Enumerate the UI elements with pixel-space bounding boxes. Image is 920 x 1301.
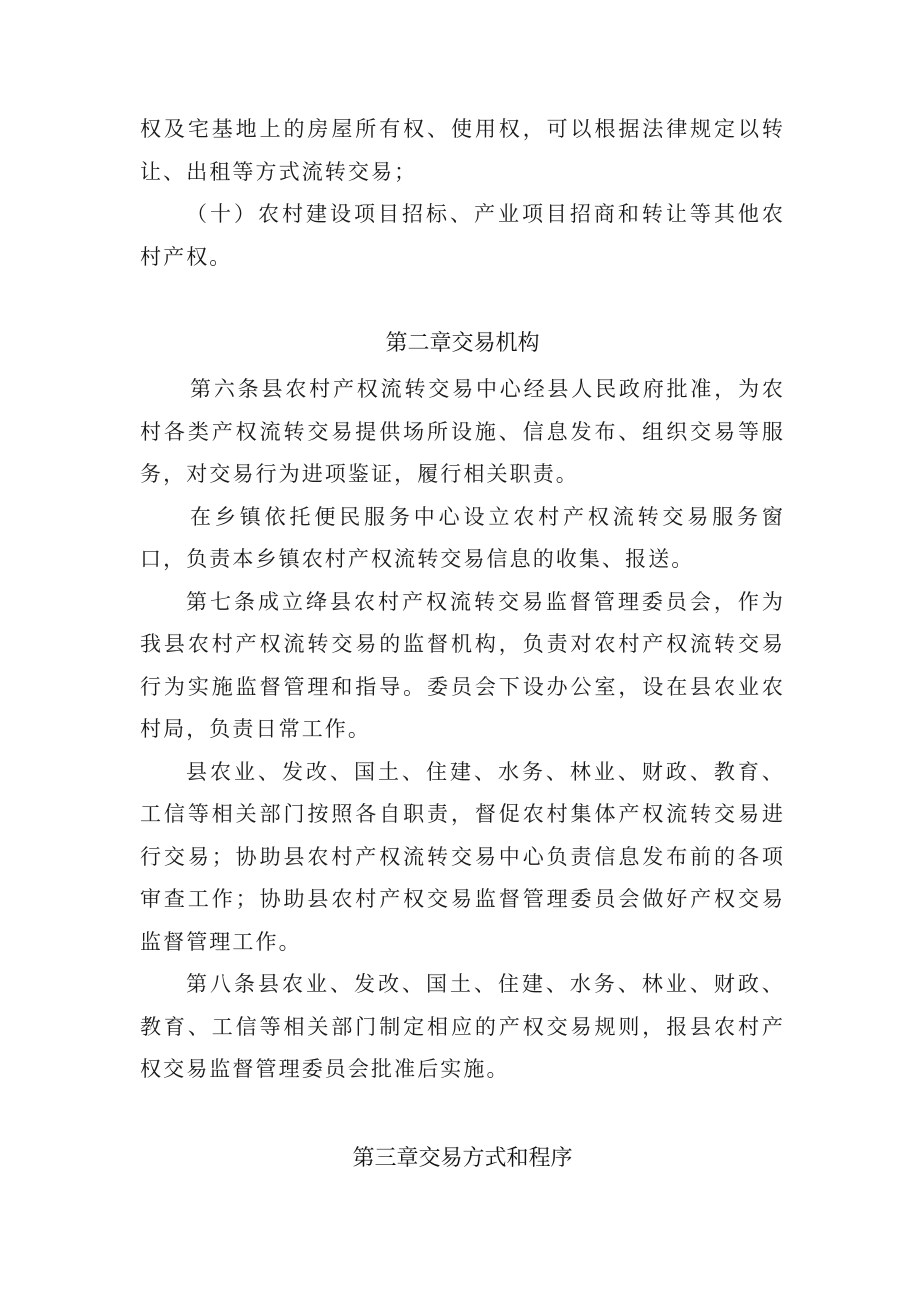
chapter-title-2: 第二章交易机构 bbox=[385, 331, 540, 356]
paragraph-continued: 权及宅基地上的房屋所有权、使用权，可以根据法律规定以转让、出租等方式流转交易； bbox=[140, 117, 785, 184]
paragraph-article-8: 第八条县农业、发改、国土、住建、水务、林业、财政、教育、工信等相关部门制定相应的产权交易规则，报县农村产权交易监督管理委员会批准后实施。 bbox=[140, 972, 785, 1081]
paragraph-article-6: 第六条县农村产权流转交易中心经县人民政府批准，为农村各类产权流转交易提供场所设施、信息发布、组织交易等服务，对交易行为进项鉴证，履行相关职责。 bbox=[140, 377, 785, 486]
paragraph-item-ten: （十）农村建设项目招标、产业项目招商和转让等其他农村产权。 bbox=[140, 202, 785, 269]
paragraph-departments: 县农业、发改、国土、住建、水务、林业、财政、教育、工信等相关部门按照各自职责，督促农村集体产权流转交易进行交易；协助县农村产权流转交易中心负责信息发布前的各项审查工作；协助县农村产权交易监督管理委员会做好产权交易监督管理工作。 bbox=[140, 759, 785, 954]
paragraph-article-7: 第七条成立绛县农村产权流转交易监督管理委员会，作为我县农村产权流转交易的监督机构，负责对农村产权流转交易行为实施监督管理和指导。委员会下设办公室，设在县农业农村局，负责日常工作。 bbox=[140, 589, 785, 741]
chapter-title-3: 第三章交易方式和程序 bbox=[352, 1145, 573, 1171]
document-page bbox=[140, 108, 785, 1179]
paragraph-township-window: 在乡镇依托便民服务中心设立农村产权流转交易服务窗口，负责本乡镇农村产权流转交易信息的收集、报送。 bbox=[140, 504, 785, 571]
